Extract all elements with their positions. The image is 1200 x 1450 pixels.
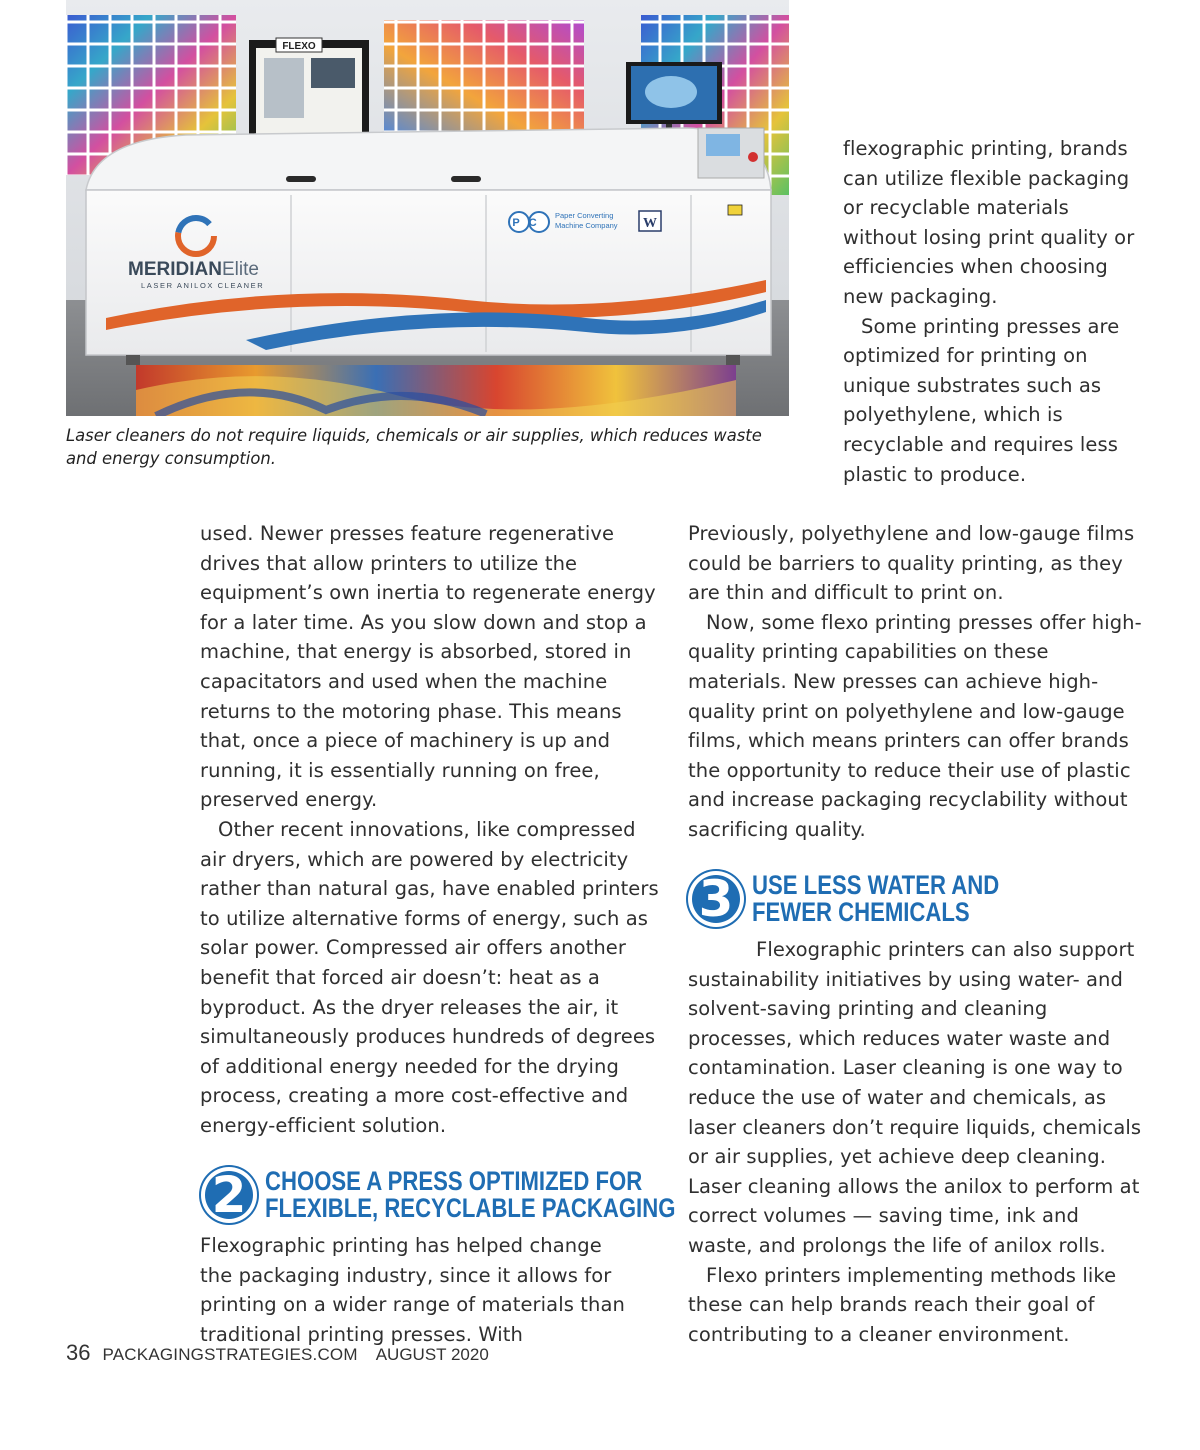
left-column [200,519,660,1140]
machine-subtitle-text: LASER ANILOX CLEANER [141,281,265,290]
section-2-heading [201,1167,766,1223]
right-column-continued [688,935,1148,1349]
section-title-line: FEWER CHEMICALS [752,897,970,927]
section-title-line: CHOOSE A PRESS OPTIMIZED FOR [265,1166,643,1196]
right-column [688,519,1148,845]
top-right-column [843,134,1143,489]
partner-mark: W [643,216,657,231]
page-footer [66,1340,489,1366]
section-title [752,872,999,926]
paragraph: Flexographic printers can also support sustainability initiatives by using water- and solvent-saving printing and cleaning processes, which reduces water waste and contamination. Laser cleaning is one way to reduce the use of water and chemicals, as laser cleaners don’t require liquids, chemicals or air supplies, yet achieve deep cleaning. Laser cleaning allows the anilox to perform at correct volumes — saving time, ink and waste, and prolongs the life of anilox rolls. [688,938,1142,1257]
paragraph: Previously, polyethylene and low-gauge films could be barriers to quality printing, as they are thin and difficult to print on. [688,522,1135,605]
section-3-heading [688,871,1054,927]
section-title-line: USE LESS WATER AND [752,870,1000,900]
machine-brand-text: MERIDIANElite [128,259,259,280]
paragraph: Flexographic printing has helped change the packaging industry, since it allows for printing on a wider range of materials than traditional printing presses. With [200,1234,626,1346]
company-line1: Paper Converting [555,211,614,220]
machine-photo [66,0,789,416]
paragraph: Flexo printers implementing methods like these can help brands reach their goal of contributing to a cleaner environment. [688,1263,1117,1346]
paragraph: Some printing presses are optimized for printing on unique substrates such as polyethylene, which is recyclable and requires less plastic to produce. [843,314,1120,486]
section-title [265,1168,675,1222]
paragraph: Now, some flexo printing presses offer high-quality printing capabilities on these materials. New presses can achieve high-quality print on polyethylene and low-gauge films, which means printers can offer brands the opportunity to reduce their use of plastic and increase packaging recyclability without sacrificing quality. [688,610,1142,841]
paragraph: flexographic printing, brands can utilize flexible packaging or recyclable materials without losing print quality or efficiencies when choosing new packaging. [843,137,1135,308]
page-number: 36 [66,1340,91,1365]
left-column-continued [200,1231,640,1349]
section-title-line: FLEXIBLE, RECYCLABLE PACKAGING [265,1193,676,1223]
photo-caption: Laser cleaners do not require liquids, chemicals or air supplies, which reduces waste and energy consumption. [66,426,762,468]
paragraph: Other recent innovations, like compressed air dryers, which are powered by electricity rather than natural gas, have enabled printers to utilize alternative forms of energy, such as solar power. Compressed air offers another benefit that forced air doesn’t: heat as a byproduct. As the dryer releases the air, it simultaneously produces hundreds of degrees of additional energy needed for the drying process, creating a more cost-effective and energy-efficient solution. [200,817,659,1137]
wall-sign-text: FLEXO [282,41,316,52]
section-number-badge: 3 [688,871,744,927]
company-initials: PC [512,217,546,229]
site-name: PACKAGINGSTRATEGIES.COM [102,1345,358,1364]
laser-cleaner-illustration [66,0,789,416]
section-number-badge: 2 [201,1167,257,1223]
company-line2: Machine Company [555,221,618,230]
issue-date: AUGUST 2020 [375,1345,489,1364]
paragraph: used. Newer presses feature regenerative drives that allow printers to utilize the equipment’s own inertia to regenerate energy for a later time. As you slow down and stop a machine, that energy is absorbed, stored in capacitators and used when the machine returns to the motoring phase. This means that, once a piece of machinery is up and running, it is essentially running on free, preserved energy. [200,522,656,812]
